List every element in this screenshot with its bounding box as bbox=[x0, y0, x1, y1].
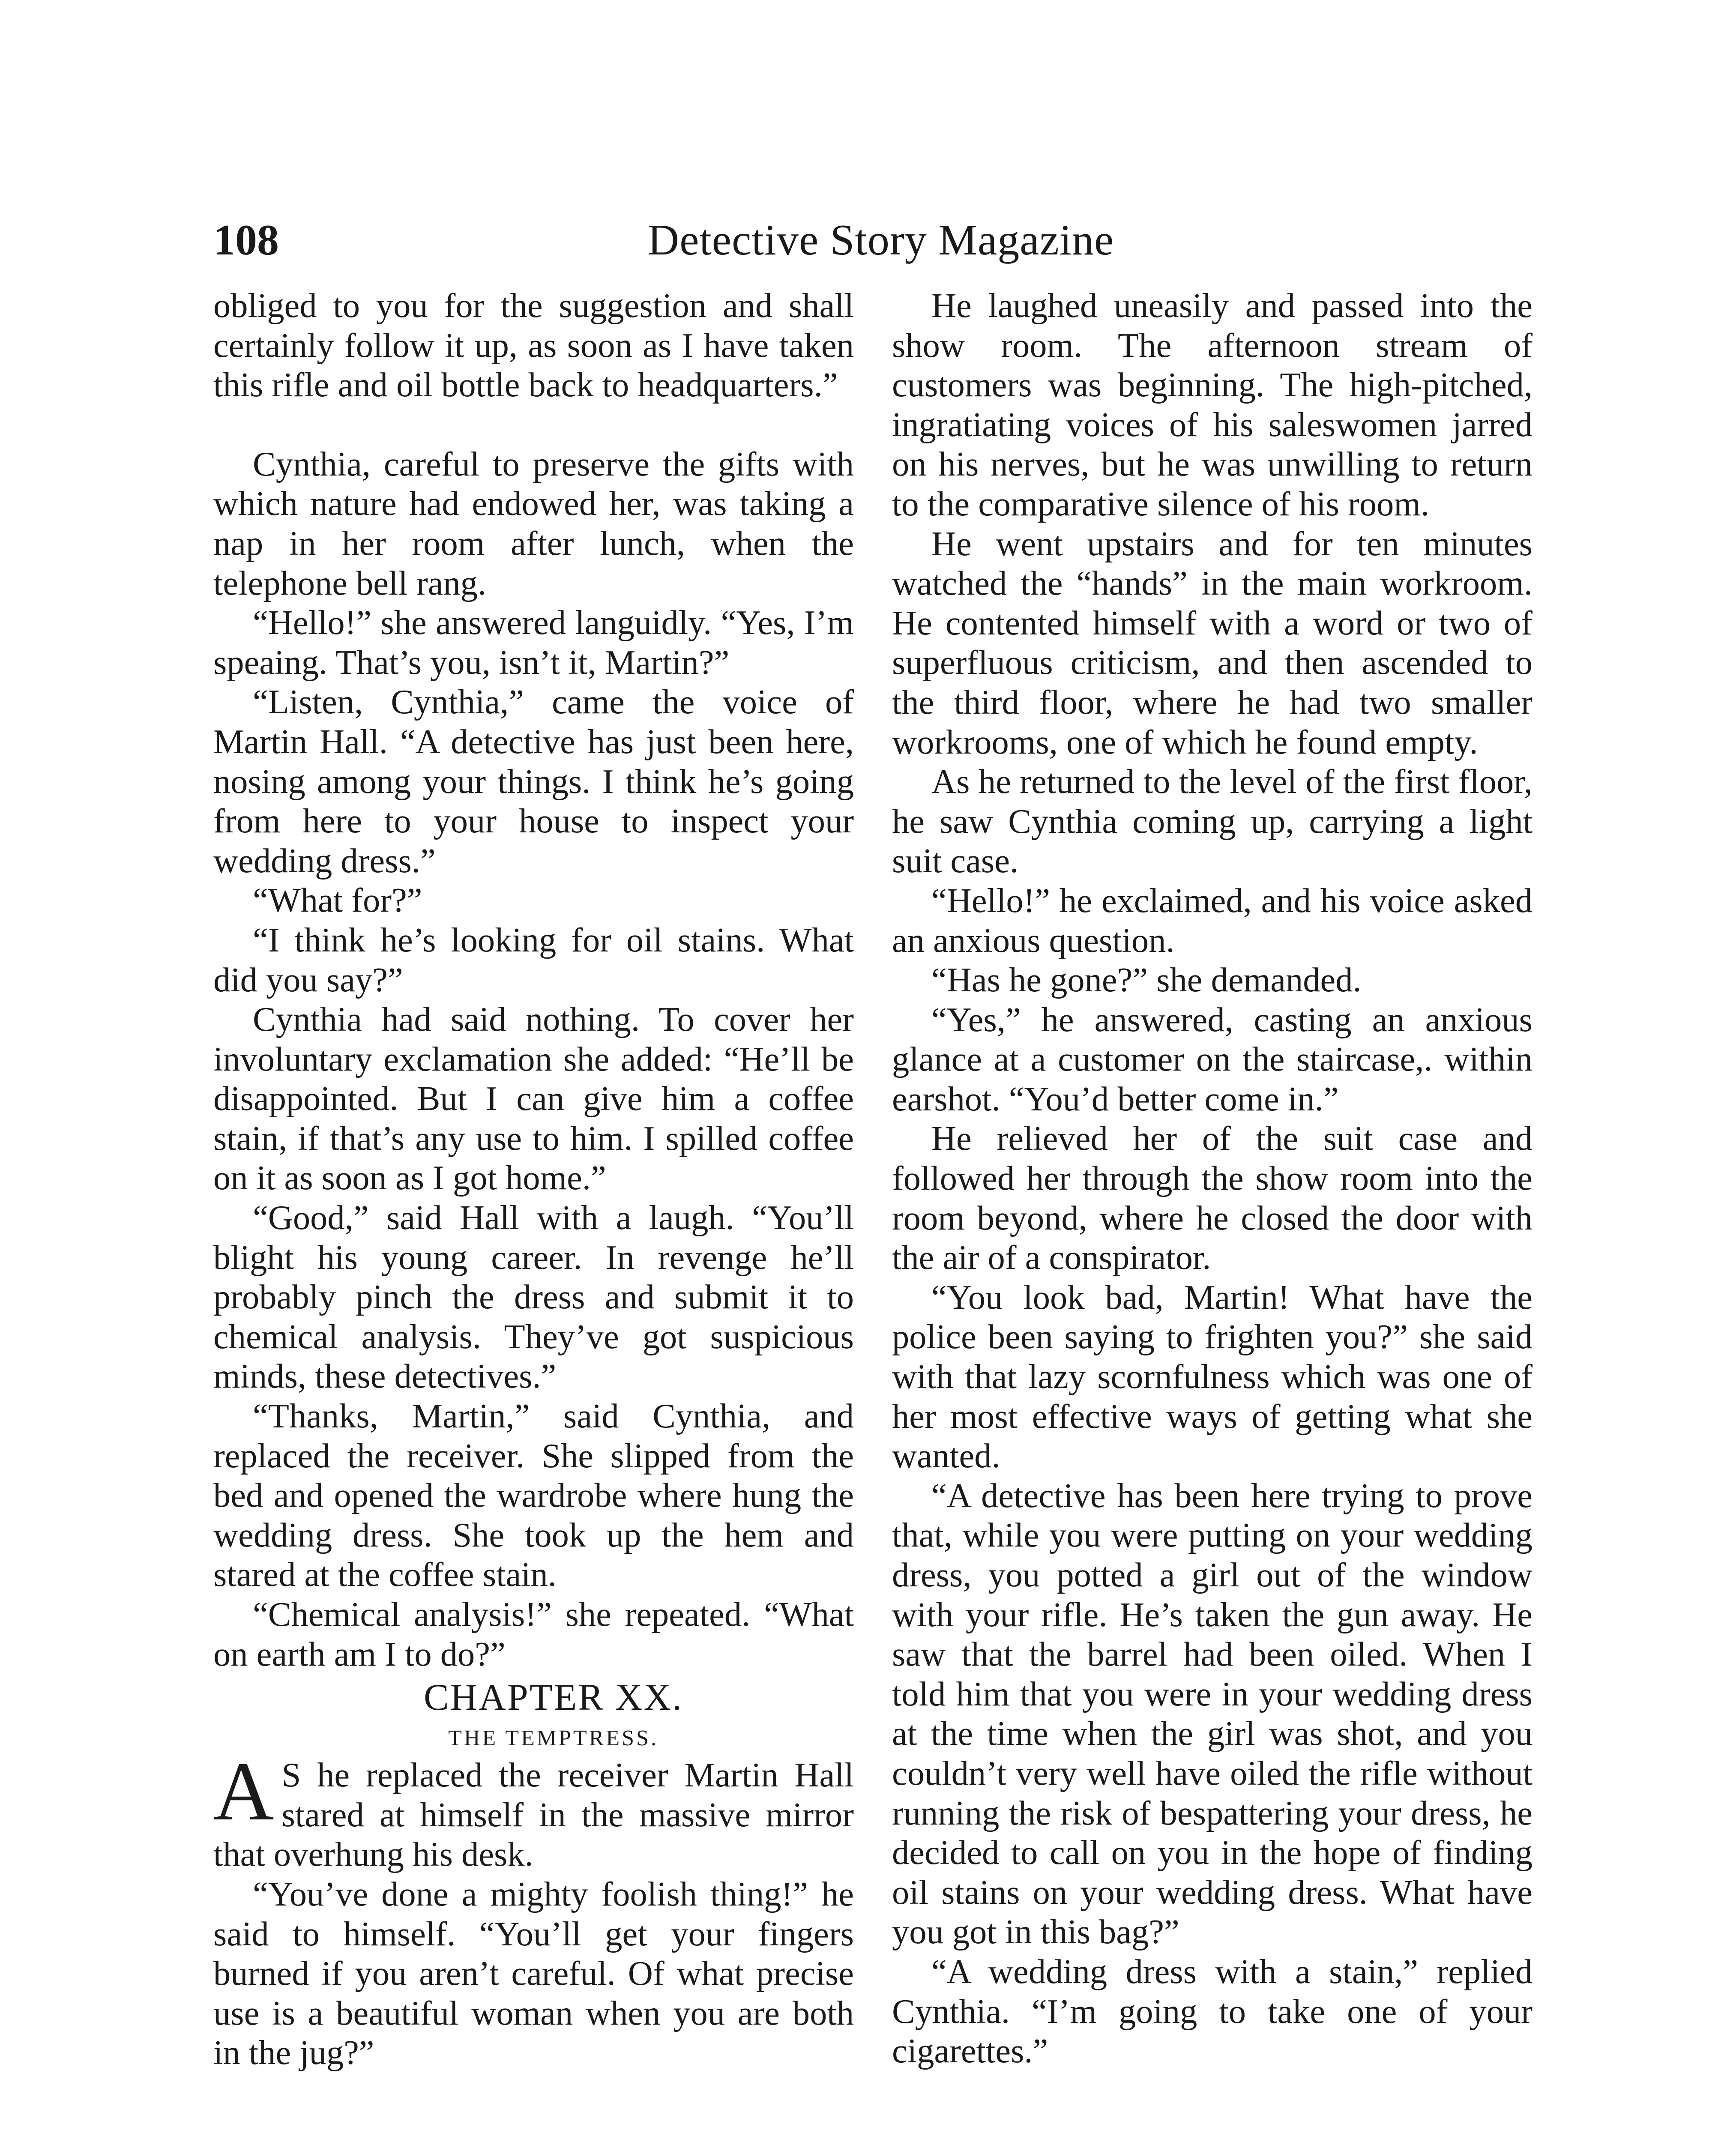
opening-text: S he replaced the receiver Martin Hall stared at himself in the massive mirror that overhung his desk. bbox=[213, 1756, 854, 1874]
paragraph: He laughed uneasily and passed into the show room. The afternoon stream of customers was beginning. The high-pitched, ingratiating voices of his saleswomen jarred on his nerves, but he was unwilling to return to the comparative silence of his room. bbox=[892, 287, 1532, 523]
magazine-title: Detective Story Magazine bbox=[647, 216, 1114, 264]
page-number: 108 bbox=[213, 216, 279, 264]
left-column bbox=[213, 286, 854, 2073]
paragraph: As he returned to the level of the first floor, he saw Cynthia coming up, carrying a light suit case. bbox=[892, 763, 1532, 880]
paragraph: “I think he’s looking for oil stains. What did you say?” bbox=[213, 921, 854, 999]
paragraph: “What for?” bbox=[253, 881, 422, 920]
chapter-subtitle: THE TEMPTRESS. bbox=[448, 1726, 658, 1751]
paragraph: “Has he gone?” she demanded. bbox=[931, 961, 1362, 999]
paragraph: obliged to you for the suggestion and shall certainly follow it up, as soon as I have taken this rifle and oil bottle back to headquarters.” bbox=[213, 287, 854, 404]
paragraph: “A detective has been here trying to prove that, while you were putting on your wedding dress, you potted a girl out of the window with your rifle. He’s taken the gun away. He saw that the barrel had been oiled. When I told him that you were in your wedding dress at the time when the girl was shot, and you couldn’t very well have oiled the rifle without running the risk of bespattering your dress, he decided to call on you in the hope of finding oil stains on your wedding dress. What have you got in this bag?” bbox=[892, 1476, 1532, 1951]
paragraph: He relieved her of the suit case and followed her through the show room into the room beyond, where he closed the door with the air of a conspirator. bbox=[892, 1119, 1532, 1277]
paragraph: Cynthia had said nothing. To cover her involuntary exclamation she added: “He’ll be disappointed. But I can give him a coffee stain, if that’s any use to him. I spilled coffee on it as soon as I got home.” bbox=[213, 1000, 854, 1197]
paragraph: He went upstairs and for ten minutes watched the “hands” in the main workroom. He contented himself with a word or two of superfluous criticism, and then ascended to the third floor, where he had two smaller workrooms, one of which he found empty. bbox=[892, 524, 1532, 761]
drop-cap: A bbox=[213, 1745, 274, 1838]
paragraph: Cynthia, careful to preserve the gifts with which nature had endowed her, was taking a nap in her room after lunch, when the telephone bell rang. bbox=[213, 445, 854, 602]
running-header bbox=[213, 208, 1548, 272]
paragraph: “Chemical analysis!” she repeated. “What on earth am I to do?” bbox=[213, 1595, 854, 1673]
paragraph: “Yes,” he answered, casting an anxious glance at a customer on the staircase,. within earshot. “You’d better come in.” bbox=[892, 1000, 1532, 1118]
right-column bbox=[892, 286, 1532, 2071]
paragraph: “Listen, Cynthia,” came the voice of Martin Hall. “A detective has just been here, nosing among your things. I think he’s going from here to your house to inspect your wedding dress.” bbox=[213, 683, 854, 880]
paragraph: “You’ve done a mighty foolish thing!” he said to himself. “You’ll get your fingers burned if you aren’t careful. Of what precise use is a beautiful woman when you are both in the jug?” bbox=[213, 1875, 854, 2072]
paragraph: “Thanks, Martin,” said Cynthia, and replaced the receiver. She slipped from the bed and opened the wardrobe where hung the wedding dress. She took up the hem and stared at the coffee stain. bbox=[213, 1397, 854, 1594]
chapter-opening-paragraph bbox=[213, 1745, 854, 1875]
paragraph: “A wedding dress with a stain,” replied Cynthia. “I’m going to take one of your cigarettes.” bbox=[892, 1952, 1532, 2070]
paragraph: “Hello!” she answered languidly. “Yes, I’m speaing. That’s you, isn’t it, Martin?” bbox=[213, 604, 854, 682]
paragraph: “Good,” said Hall with a laugh. “You’ll blight his young career. In revenge he’ll probably pinch the dress and submit it to chemical analysis. They’ve got suspicious minds, these detectives.” bbox=[213, 1199, 854, 1396]
chapter-heading: CHAPTER XX. bbox=[423, 1677, 683, 1719]
paragraph: “Hello!” he exclaimed, and his voice asked an anxious question. bbox=[892, 881, 1532, 960]
paragraph: “You look bad, Martin! What have the police been saying to frighten you?” she said with that lazy scornfulness which was one of her most effective ways of getting what she wanted. bbox=[892, 1278, 1532, 1475]
